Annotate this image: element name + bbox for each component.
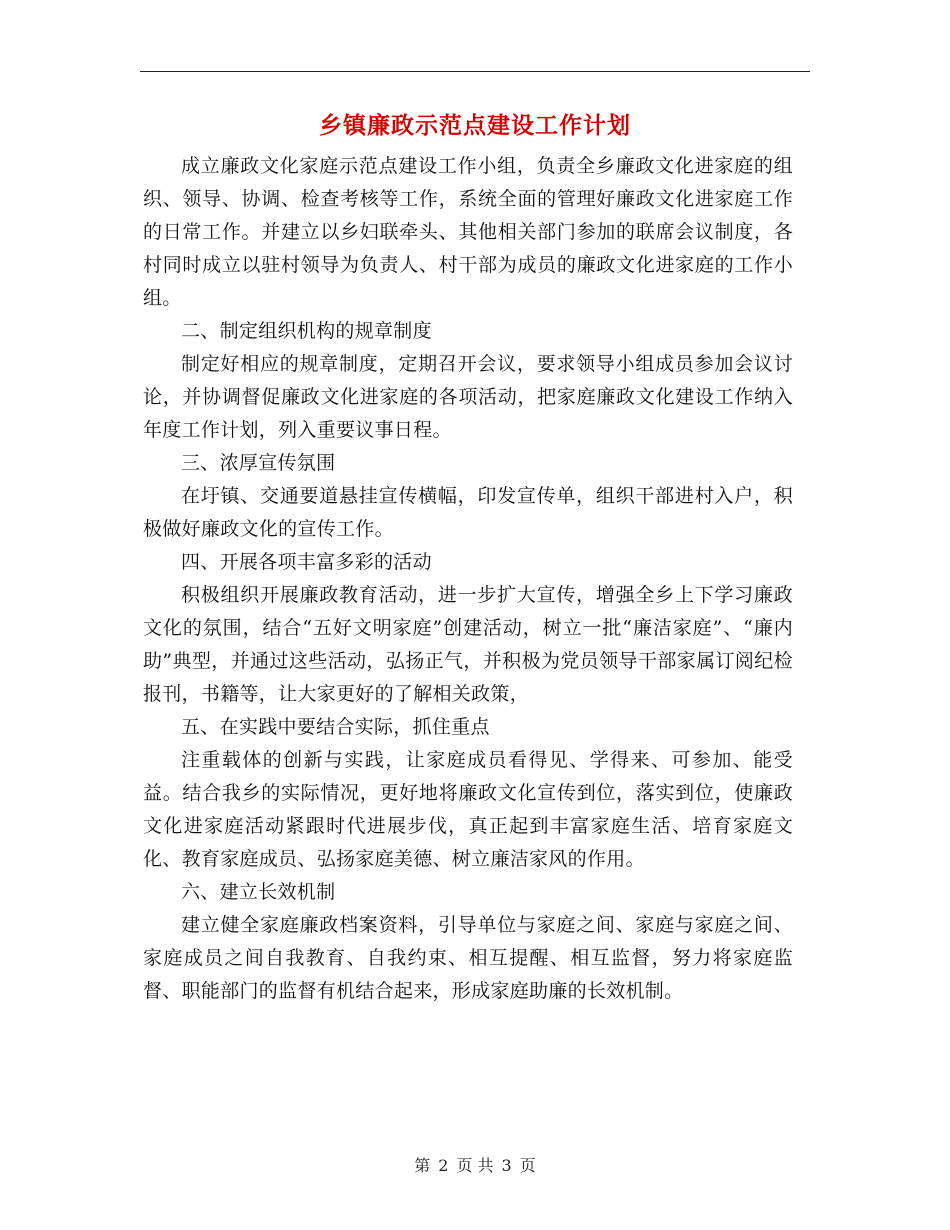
section-heading: 三、浓厚宣传氛围 (181, 452, 336, 474)
paragraph: 注重载体的创新与实践，让家庭成员看得见、学得来、可参加、能受益。结合我乡的实际情况，更好地将廉政文化宣传到位，落实到位，使廉政文化进家庭活动紧跟时代进展步伐，真正起到丰富家庭生活、培育家庭文化、教育家庭成员、弘扬家庭美德、树立廉洁家风的作用。 (143, 749, 793, 870)
paragraph: 在圩镇、交通要道悬挂宣传横幅，印发宣传单，组织干部进村入户，积极做好廉政文化的宣传工作。 (143, 485, 793, 540)
total-page-number: 3 (501, 1156, 512, 1175)
section-heading: 五、在实践中要结合实际，抓住重点 (181, 716, 490, 738)
section-heading: 六、建立长效机制 (181, 881, 336, 903)
paragraph: 制定好相应的规章制度，定期召开会议，要求领导小组成员参加会议讨论，并协调督促廉政文化进家庭的各项活动，把家庭廉政文化建设工作纳入年度工作计划，列入重要议事日程。 (143, 353, 793, 441)
paragraph: 建立健全家庭廉政档案资料，引导单位与家庭之间、家庭与家庭之间、家庭成员之间自我教育、自我约束、相互提醒、相互监督，努力将家庭监督、职能部门的监督有机结合起来，形成家庭助廉的长效机制。 (143, 914, 793, 1002)
current-page-number: 2 (438, 1156, 449, 1175)
document-body (143, 150, 793, 1008)
page-footer (0, 1153, 950, 1176)
document-title: 乡镇廉政示范点建设工作计划 (319, 113, 631, 139)
footer-suffix: 页 (519, 1156, 536, 1175)
section-heading: 四、开展各项丰富多彩的活动 (181, 551, 432, 573)
section-heading: 二、制定组织机构的规章制度 (181, 320, 432, 342)
footer-prefix: 第 (414, 1156, 431, 1175)
footer-mid: 页 共 (456, 1156, 494, 1175)
paragraph: 积极组织开展廉政教育活动，进一步扩大宣传，增强全乡上下学习廉政文化的氛围，结合“五好文明家庭”创建活动，树立一批“廉洁家庭”、“廉内助”典型，并通过这些活动，弘扬正气，并积极为党员领导干部家属订阅纪检报刊，书籍等，让大家更好的了解相关政策， (143, 584, 793, 705)
paragraph: 成立廉政文化家庭示范点建设工作小组，负责全乡廉政文化进家庭的组织、领导、协调、检查考核等工作，系统全面的管理好廉政文化进家庭工作的日常工作。并建立以乡妇联牵头、其他相关部门参加的联席会议制度，各村同时成立以驻村领导为负责人、村干部为成员的廉政文化进家庭的工作小组。 (143, 155, 793, 309)
header-rule (140, 71, 810, 72)
